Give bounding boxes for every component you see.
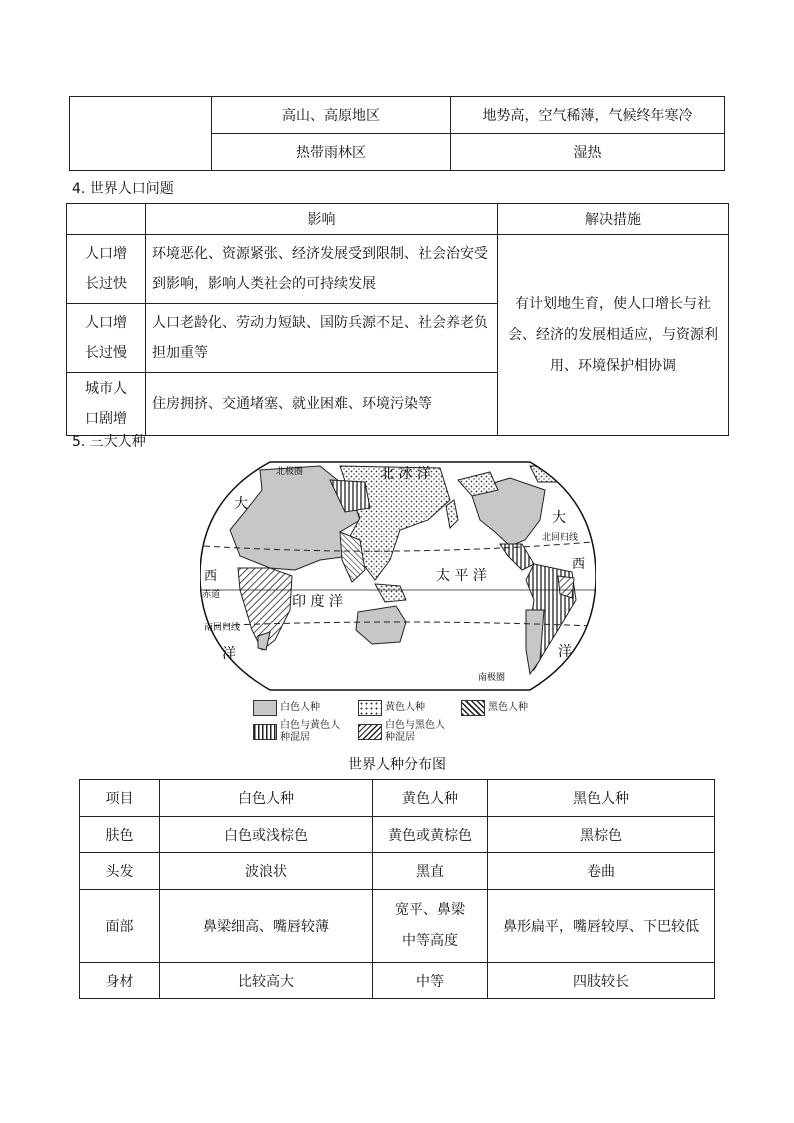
tropic-south-label: 南回归线 <box>204 623 241 633</box>
population-header-empty <box>67 204 146 235</box>
legend-yellow-label: 黄色人种 <box>385 702 425 713</box>
legend-white-yellow-label: 白色与黄色人种混居 <box>280 720 340 743</box>
population-table <box>66 203 729 436</box>
race-cell: 卷曲 <box>488 853 715 890</box>
atlantic-da-right: 大 <box>552 510 566 526</box>
legend-white-black-label: 白色与黑色人种混居 <box>385 720 445 743</box>
atlantic-xi-left: 西 <box>204 569 218 584</box>
tropic-north-label: 北回归线 <box>542 533 579 543</box>
race-cell: 黄色或黄棕色 <box>373 817 488 853</box>
race-row-label: 头发 <box>80 853 160 890</box>
population-row-label: 人口增长过慢 <box>67 304 146 373</box>
race-cell: 黑直 <box>373 853 488 890</box>
race-row-label: 身材 <box>80 963 160 999</box>
race-cell: 黑棕色 <box>488 817 715 853</box>
legend-black-label: 黑色人种 <box>488 702 528 713</box>
arctic-circle-label: 北极圈 <box>276 467 304 477</box>
map-caption: 世界人种分布图 <box>348 757 446 773</box>
race-row-label: 肤色 <box>80 817 160 853</box>
race-cell: 鼻形扁平，嘴唇较厚、下巴较低 <box>488 890 715 963</box>
arctic-ocean-label: 北 冰 洋 <box>380 466 431 482</box>
race-header-item: 项目 <box>80 780 160 817</box>
legend-swatch-white <box>253 700 277 716</box>
equator-label: 赤道 <box>202 590 221 600</box>
terrain-feature: 地势高，空气稀薄，气候终年寒冷 <box>451 97 725 134</box>
section4-heading: 4. 世界人口问题 <box>72 181 174 197</box>
population-header-effect: 影响 <box>146 204 498 235</box>
section5-heading: 5. 三大人种 <box>72 434 146 450</box>
world-race-map <box>200 460 596 692</box>
race-cell: 鼻梁细高、嘴唇较薄 <box>160 890 373 963</box>
legend-swatch-white-black <box>358 724 382 740</box>
legend-swatch-yellow <box>358 700 382 716</box>
terrain-table <box>69 96 725 171</box>
race-cell: 中等 <box>373 963 488 999</box>
terrain-feature: 湿热 <box>451 134 725 171</box>
population-row-effect: 人口老龄化、劳动力短缺、国防兵源不足、社会养老负担加重等 <box>146 304 498 373</box>
race-cell: 宽平、鼻梁中等高度 <box>373 890 488 963</box>
race-header-yellow: 黄色人种 <box>373 780 488 817</box>
population-row-effect: 环境恶化、资源紧张、经济发展受到限制、社会治安受到影响，影响人类社会的可持续发展 <box>146 235 498 304</box>
population-row-effect: 住房拥挤、交通堵塞、就业困难、环境污染等 <box>146 373 498 436</box>
legend-swatch-white-yellow <box>253 724 277 740</box>
race-cell: 四肢较长 <box>488 963 715 999</box>
antarctic-circle-label: 南极圈 <box>478 673 506 683</box>
terrain-region: 热带雨林区 <box>212 134 451 171</box>
population-row-label: 城市人口剧增 <box>67 373 146 436</box>
race-header-black: 黑色人种 <box>488 780 715 817</box>
terrain-region: 高山、高原地区 <box>212 97 451 134</box>
pacific-label: 太 平 洋 <box>436 568 487 584</box>
legend-white-label: 白色人种 <box>280 702 320 713</box>
race-cell: 比较高大 <box>160 963 373 999</box>
atlantic-xi-right: 西 <box>572 557 586 572</box>
race-table <box>79 779 715 999</box>
population-header-measure: 解决措施 <box>498 204 729 235</box>
race-cell: 波浪状 <box>160 853 373 890</box>
population-measure: 有计划地生育，使人口增长与社会、经济的发展相适应，与资源利用、环境保护相协调 <box>498 235 729 436</box>
population-row-label: 人口增长过快 <box>67 235 146 304</box>
race-row-label: 面部 <box>80 890 160 963</box>
race-cell: 白色或浅棕色 <box>160 817 373 853</box>
atlantic-da-left: 大 <box>234 496 248 512</box>
atlantic-yang-left: 洋 <box>222 646 236 662</box>
indian-label: 印 度 洋 <box>292 594 343 610</box>
atlantic-yang-right: 洋 <box>558 644 572 660</box>
race-header-white: 白色人种 <box>160 780 373 817</box>
legend-swatch-black <box>461 700 485 716</box>
terrain-empty-cell <box>70 97 212 171</box>
